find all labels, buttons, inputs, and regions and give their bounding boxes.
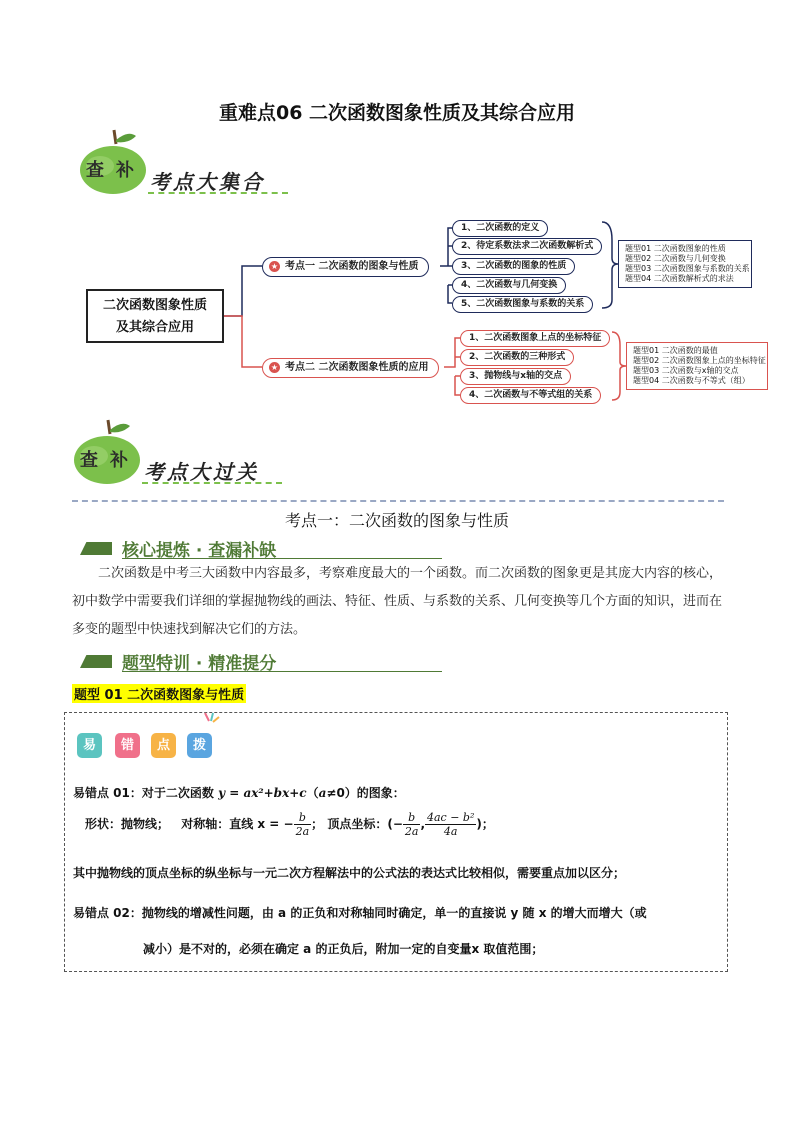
banner-underline	[142, 482, 282, 484]
star-icon: ★	[270, 262, 279, 271]
heading-train-text: 题型特训 · 精准提分	[122, 654, 277, 674]
type-item: 题型03 二次函数与x轴的交点	[633, 366, 739, 375]
vertex-x-denominator: 2a	[404, 825, 419, 838]
error-2-line1: 易错点 02：抛物线的增减性问题，由 a 的正负和对称轴同时确定，单一的直接说 y 随 x 的增大而增大（或	[73, 906, 647, 920]
heading-core	[72, 537, 442, 559]
vertex-x-fraction	[403, 811, 421, 838]
banner-left-char: 查	[80, 450, 98, 471]
core-paragraph	[72, 560, 724, 644]
branch1-item: 1、二次函数的定义	[452, 220, 548, 237]
mindmap-root	[86, 289, 224, 343]
branch1-item: 2、待定系数法求二次函数解析式	[452, 238, 602, 255]
star-icon: ★	[270, 363, 279, 372]
error-1-prefix: 易错点 01：对于二次函数	[73, 786, 219, 800]
type-item: 题型02 二次函数与几何变换	[625, 254, 726, 263]
error-1-cond-open: （	[306, 786, 319, 800]
error-1-formula: y = ax²+bx+c	[218, 786, 307, 800]
type-item: 题型04 二次函数解析式的求法	[625, 274, 734, 283]
axis-label: 对称轴：直线 x = −	[181, 817, 294, 831]
branch2-item: 2、二次函数的三种形式	[460, 349, 574, 366]
vertex-y-denominator: 4a	[443, 825, 458, 838]
branch1-item: 3、二次函数的图象的性质	[452, 258, 575, 275]
vertex-y-fraction	[425, 811, 476, 838]
section-title: 考点一：二次函数的图象与性质	[284, 511, 509, 530]
branch-2-label: 考点二 二次函数图象性质的应用	[285, 362, 429, 373]
branch1-type-list	[618, 240, 752, 288]
root-line1: 二次函数图象性质	[102, 298, 207, 313]
branch1-item: 4、二次函数与几何变换	[452, 277, 566, 294]
error-2-line2: 减小）是不对的，必须在确定 a 的正负后，附加一定的自变量x 取值范围；	[143, 942, 544, 956]
axis-fraction	[294, 811, 312, 838]
banner-right-char: 补	[116, 160, 134, 181]
error-tips-box	[64, 712, 728, 972]
type-item: 题型02 二次函数图象上点的坐标特征	[633, 356, 766, 365]
branch-1-label: 考点一 二次函数的图象与性质	[285, 261, 419, 272]
branch2-type-list	[626, 342, 768, 390]
banner-left-char: 查	[86, 160, 104, 181]
heading-underline	[122, 558, 442, 559]
mindmap-branch-1	[262, 257, 429, 277]
type-item: 题型04 二次函数与不等式（组）	[633, 376, 750, 385]
note-line: 其中抛物线的顶点坐标的纵坐标与一元二次方程解法中的公式法的表达式比较相似，需要重点加以区分；	[73, 866, 626, 880]
vertex-end: )；	[476, 817, 494, 831]
page-title: 重难点06 二次函数图象性质及其综合应用	[218, 102, 576, 124]
banner-right-char: 补	[110, 450, 128, 471]
branch2-item: 3、抛物线与x轴的交点	[460, 368, 571, 385]
error-1-cond: a	[318, 786, 327, 800]
type-item: 题型01 二次函数图象的性质	[625, 244, 726, 253]
core-paragraph-text: 二次函数是中考三大函数中内容最多，考察难度最大的一个函数。而二次函数的图象更是其庞大内容的核心，初中数学中需要我们详细的掌握抛物线的画法、特征、性质、与系数的关系、几何变换等几个方面的知识，进而在多变的题型中快速找到解决它们的方法。	[72, 566, 723, 637]
branch2-item: 1、二次函数图象上点的坐标特征	[460, 330, 610, 347]
sparkle-icon	[201, 711, 221, 731]
badge-char: 错	[115, 733, 140, 758]
heading-marker	[80, 655, 112, 668]
heading-core-text: 核心提炼 · 查漏补缺	[122, 541, 277, 561]
section-divider	[72, 500, 724, 502]
shape-label: 形状：抛物线；	[85, 817, 170, 831]
heading-train	[72, 650, 442, 672]
vertex-x-numerator: b	[403, 811, 421, 825]
mindmap-branch-2	[262, 358, 439, 378]
banner-review	[72, 416, 282, 486]
badge-char: 易	[77, 733, 102, 758]
axis-numerator: b	[294, 811, 312, 825]
type-item: 题型01 二次函数的最值	[633, 346, 718, 355]
error-1-properties: 形状：抛物线； 对称轴：直线 x = − $\frac{b}{2a}$ ； 顶点坐标：(− $\frac{b}{2a}$ , $\frac{\text{4ac − b²}}{4a}$ )；	[85, 811, 494, 838]
banner-text: 考点大过关	[144, 460, 259, 484]
branch1-item: 5、二次函数图象与系数的关系	[452, 296, 593, 313]
heading-underline	[122, 671, 442, 672]
error-1-heading	[73, 783, 405, 803]
vertex-label: ； 顶点坐标：(−	[311, 817, 403, 831]
axis-denominator: 2a	[295, 825, 310, 838]
type-tag: 题型 01 二次函数图象与性质	[72, 684, 246, 703]
banner-text: 考点大集合	[150, 170, 265, 194]
error-1-cond-rest: ≠0）的图象：	[326, 786, 405, 800]
badge-char: 拨	[187, 733, 212, 758]
heading-marker	[80, 542, 112, 555]
branch2-item: 4、二次函数与不等式组的关系	[460, 387, 601, 404]
type-item: 题型03 二次函数图象与系数的关系	[625, 264, 750, 273]
root-line2: 及其综合应用	[115, 320, 194, 335]
badge-char: 点	[151, 733, 176, 758]
vertex-y-numerator: 4ac − b²	[427, 811, 475, 824]
